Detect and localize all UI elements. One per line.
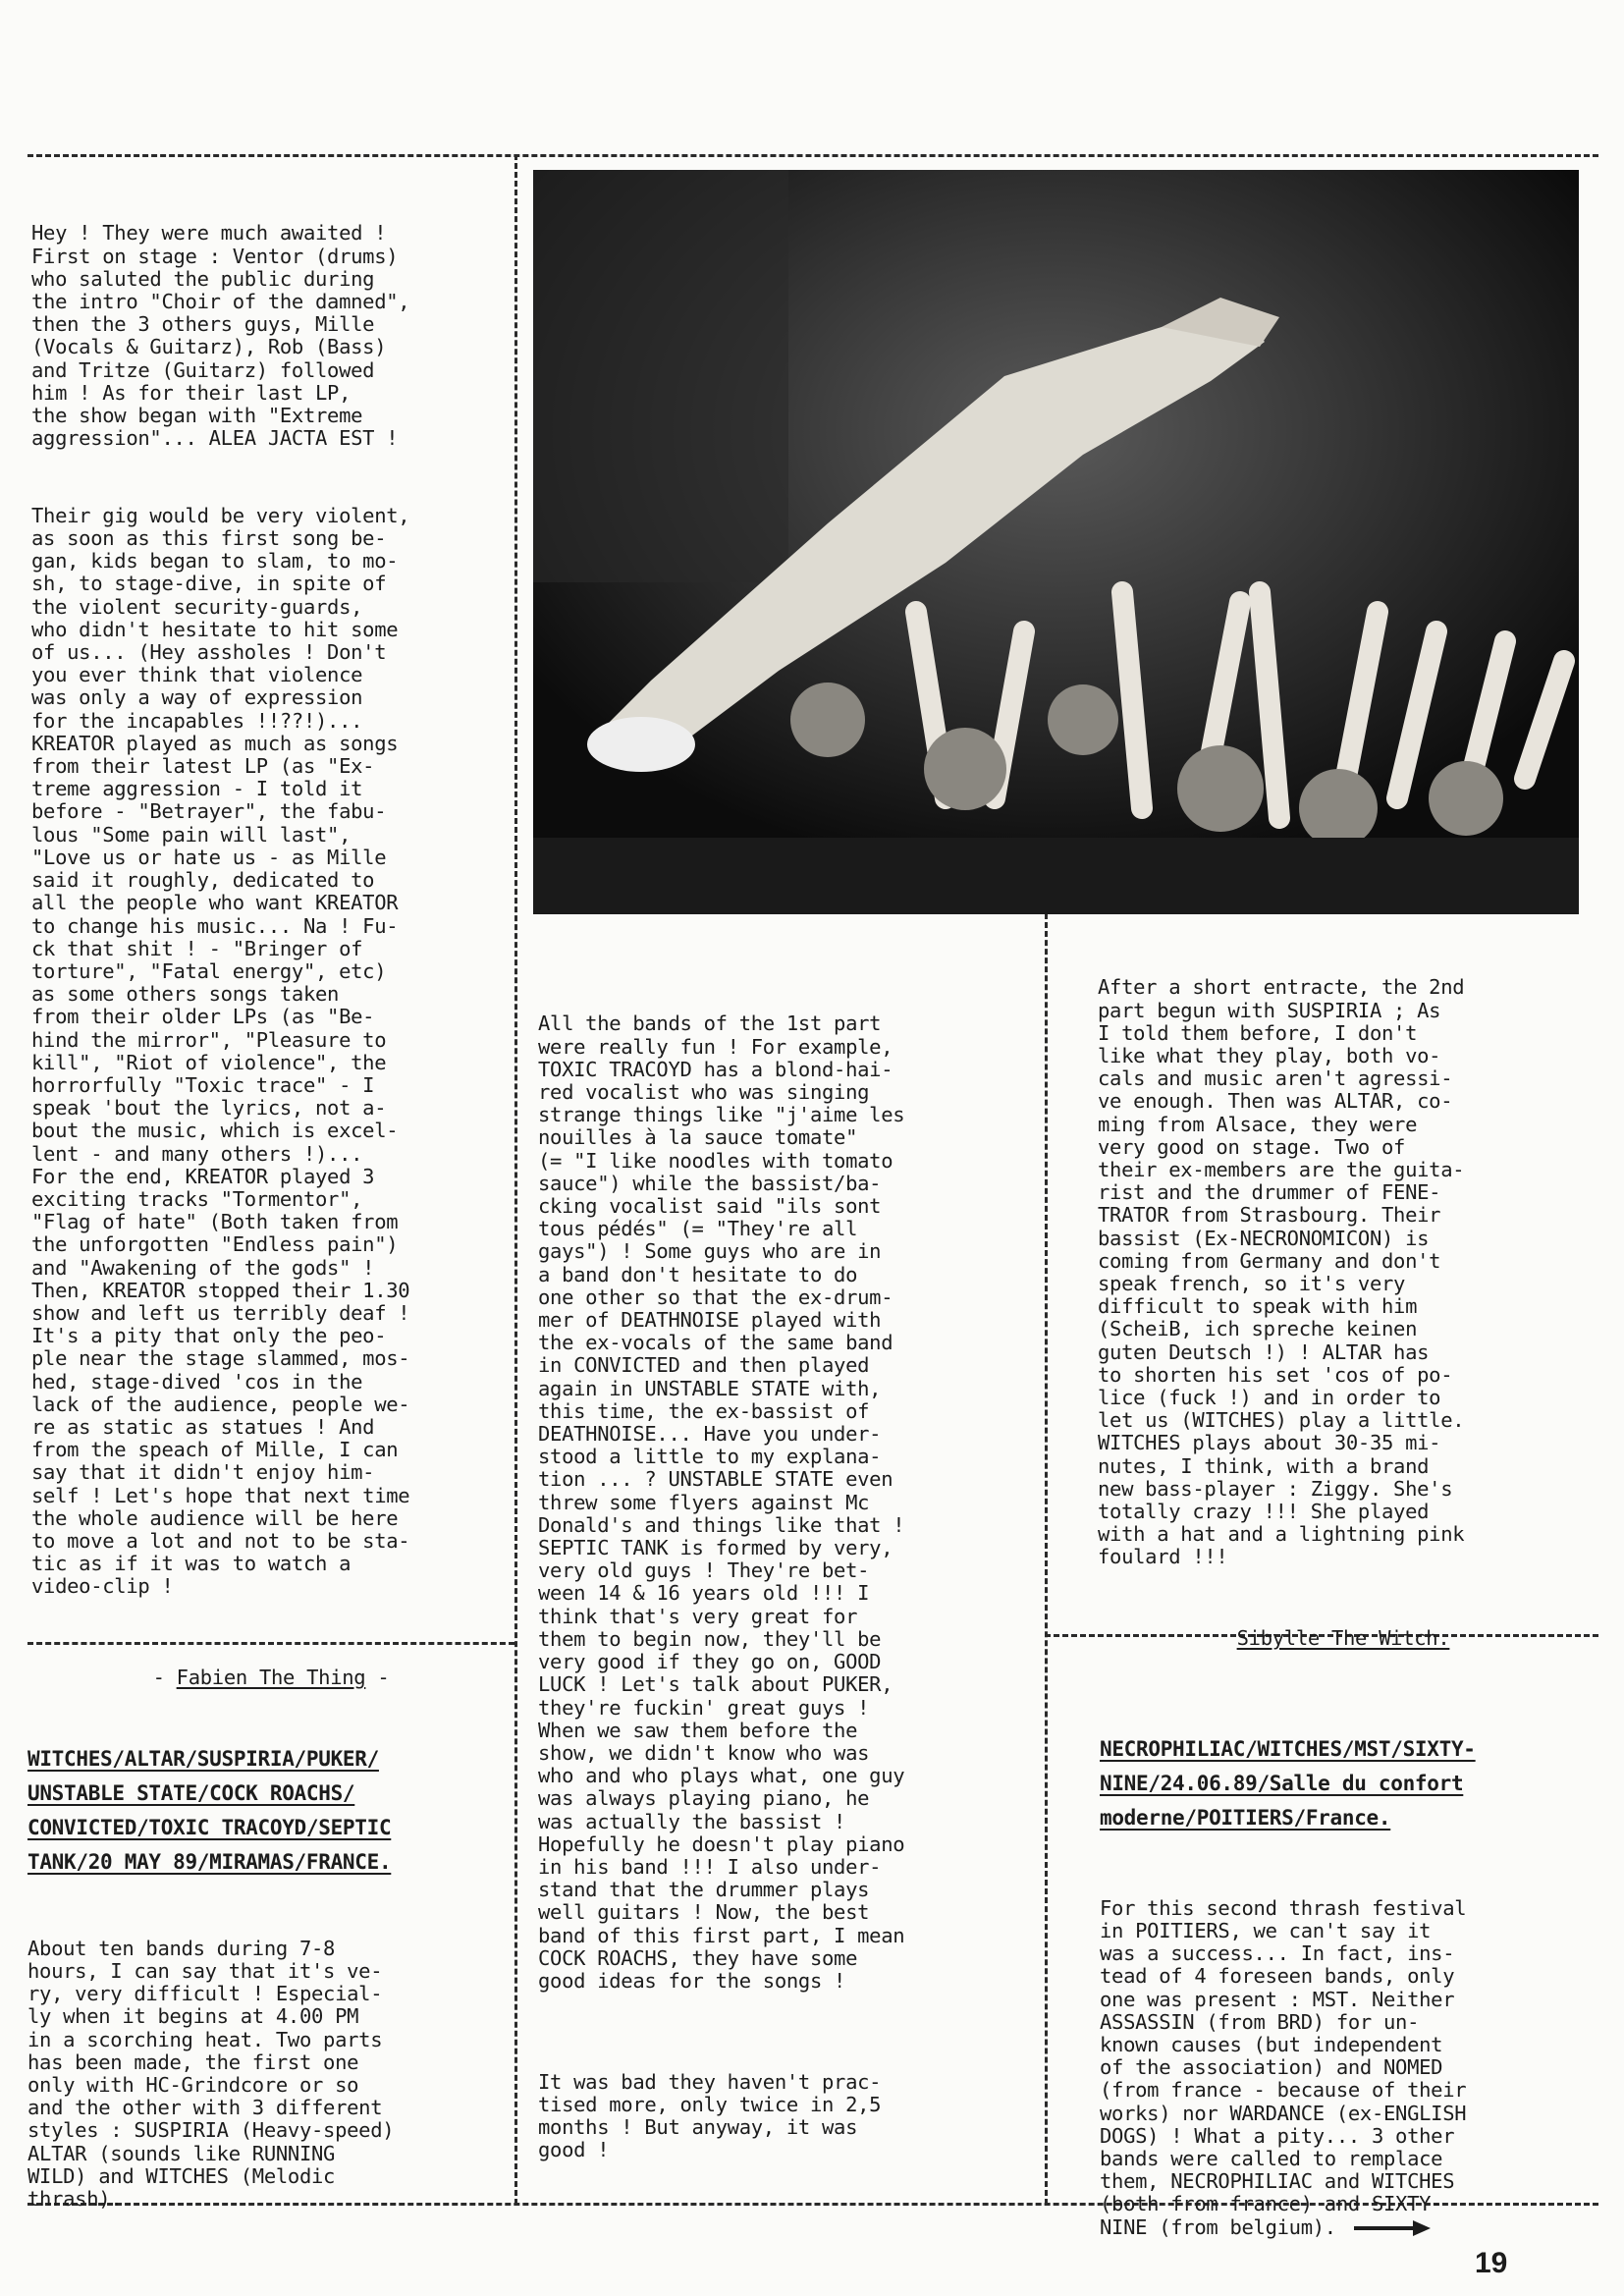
middle-text-end: It was bad they haven't prac- tised more, only twice in 2,5 months ! But anyway, it was good ! [538,2069,882,2162]
author-signature: Fabien The Thing [176,1666,366,1689]
festival-text: About ten bands during 7-8 hours, I can say that it's ve- ry, very difficult ! Especial- ly when it begins at 4.00 PM in a scorching heat. Two parts has been made, the first one only with HC-Grindcore or so and the other with 3 different styles : SUSPIRIA (Heavy-speed) ALTAR (sounds like RUNNING WILD) and WITCHES (Melodic thrash). [27,1936,395,2212]
photo-image [533,170,1579,914]
signature-line: - Fabien The Thing - [152,1666,390,1689]
right-text: After a short entracte, the 2nd part begun with SUSPIRIA ; As I told them before, I don't like what they play, both vo- cals and music aren't agressi- ve enough. Then was ALTAR, co- ming from Alsace, they were very good on stage. Two of their ex-members are the guita- rist and the drummer of FENE- TRATOR from Strasbourg. Their bassist (Ex-NECRONOMICON) is coming from Germany and don't speak french, so it's very difficult to speak with him (ScheiB, ich spreche keinen guten Deutsch !) ! ALTAR has to shorten his set 'cos of po- lice (fuck !) and in order to let us (WITCHES) play a little. WITCHES plays about 30-35 mi- nutes, I think, with a brand new bass-player : Ziggy. She's totally crazy !!! She played with a hat and a lightning pink foulard !!! [1098,975,1465,1569]
top-rule [27,154,1598,157]
paragraph: Hey ! They were much awaited ! First on stage : Ventor (drums) who saluted the public during the intro "Choir of the damned", then the 3 others guys, Mille (Vocals & Guitarz), Rob (Bass) and Tritze (Guitarz) followed him ! As for their last LP, the show began with "Extreme aggression"... ALEA JACTA EST ! [31,221,410,451]
column-divider-left [514,154,517,2205]
column-divider-right [1045,913,1048,2205]
festival-report-right [1100,1687,1591,2270]
author-signature: Sibylle The Witch. [1236,1626,1450,1651]
festival-heading: WITCHES/ALTAR/SUSPIRIA/PUKER/ UNSTABLE STATE/COCK ROACHS/ CONVICTED/TOXIC TRACOYD/SEPTIC TANK/20 MAY 89/MIRAMAS/FRANCE. [27,1747,392,1875]
left-review-column [31,177,511,1712]
festival-text: For this second thrash festival in POITIERS, we can't say it was a success... In fact, ins- tead of 4 foreseen bands, only one was present : MST. Neither ASSASSIN (from BRD) for un- known causes (but independent of the association) and NOMED (from france - because of their works) nor WARDANCE (ex-ENGLISH DOGS) ! What a pity... 3 other bands were called to remplace them, NECROPHILIAC and WITCHES (both from france) and SIXTY- NINE (from belgium). [1100,1895,1467,2239]
stage-dive-photo [533,170,1579,914]
middle-column [538,967,1039,2194]
page-number: 19 [1475,2247,1508,2279]
festival-report-left [27,1697,513,2242]
middle-text: All the bands of the 1st part were really fun ! For example, TOXIC TRACOYD has a blond-hai- red vocalist who was singing strange things like "j'aime les nouilles à la sauce tomate" (= "I like noodles with tomato sauce") while the bassist/ba- cking vocalist said "ils sont tous pédés" (= "They're all gays") ! Some guys who are in a band don't hesitate to do one other so that the ex-drum- mer of DEATHNOISE played with the ex-vocals of the same band in CONVICTED and then played again in UNSTABLE STATE with, this time, the ex-bassist of DEATHNOISE... Have you under- stood a little to my explana- tion ... ? UNSTABLE STATE even threw some flyers against Mc Donald's and things like that ! SEPTIC TANK is formed by very, very old guys ! They're bet- ween 14 & 16 years old !!! I think that's very great for them to begin now, they'll be very good if they go on, GOOD LUCK ! Let's talk about PUKER, they're fuckin' great guys ! When we saw them before the show, we didn't know who was who and who plays what, one guy was always playing piano, he was actually the bassist ! Hopefully he doesn't play piano in his band !!! I also under- stand that the drummer plays well guitars ! Now, the best band of this first part, I mean COCK ROACHS, they have some good ideas for the songs ! [538,1011,905,1993]
right-column [1098,931,1589,1673]
paragraph: Their gig would be very violent, as soon as this first song be- gan, kids began to slam, to mo- sh, to stage-dive, in spite of the violent security-guards, who didn't hesitate to hit some of us... (Hey assholes ! Don't you ever think that violence was only a way of expression for the incapables !!??!)... KREATOR played as much as songs from their latest LP (as "Ex- treme aggression - I told it before - "Betrayer", the fabu- lous "Some pain will last", "Love us or hate us - as Mille said it roughly, dedicated to all the people who want KREATOR to change his music... Na ! Fu- ck that shit ! - "Bringer of torture", "Fatal energy", etc) as some others songs taken from their older LPs (as "Be- hind the mirror", "Pleasure to kill", "Riot of violence", the horrorfully "Toxic trace" - I speak 'bout the lyrics, not a- bout the music, which is excel- lent - and many others !)... For the end, KREATOR played 3 exciting tracks "Tormentor", "Flag of hate" (Both taken from the unforgotten "Endless pain") and "Awakening of the gods" ! Then, KREATOR stopped their 1.30 show and left us terribly deaf ! It's a pity that only the peo- ple near the stage slammed, mos- hed, stage-dived 'cos in the lack of the audience, people we- re as static as statues ! And from the speach of Mille, I can say that it didn't enjoy him- self ! Let's hope that next time the whole audience will be here to move a lot and not to be sta- tic as if it was to watch a video-clip ! [31,503,410,1599]
right-arrow-icon [1354,2218,1433,2238]
festival-heading: NECROPHILIAC/WITCHES/MST/SIXTY- NINE/24.06.89/Salle du confort moderne/POITIERS/France. [1100,1737,1476,1831]
